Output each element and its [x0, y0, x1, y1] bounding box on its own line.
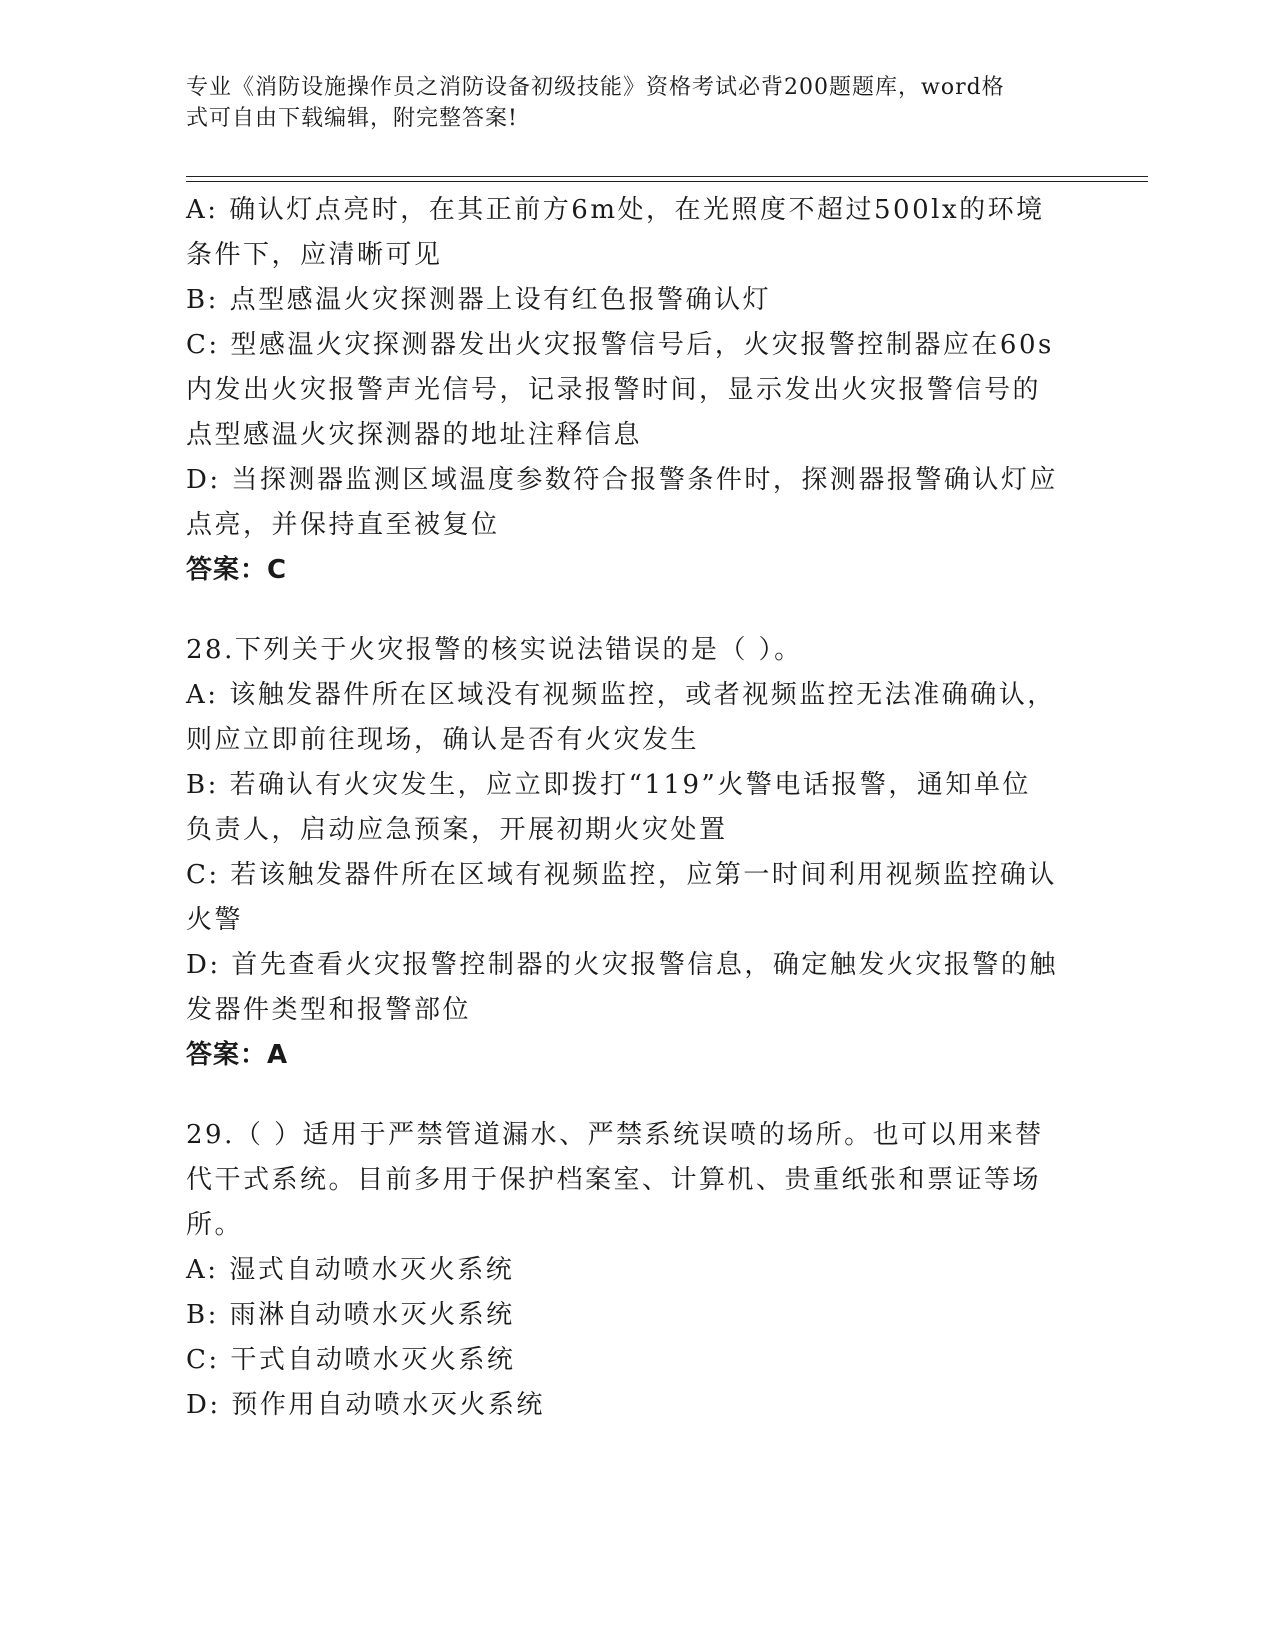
spacer: [186, 593, 1086, 628]
option-line: A: 湿式自动喷水灭火系统: [186, 1255, 515, 1285]
option-line: D: 预作用自动喷水灭火系统: [186, 1390, 545, 1420]
option-line: C: 型感温火灾探测器发出火灾报警信号后，火灾报警控制器应在60s: [186, 330, 1054, 360]
question-stem: 所。: [186, 1210, 244, 1240]
option-line: D: 首先查看火灾报警控制器的火灾报警信息，确定触发火灾报警的触: [186, 950, 1058, 980]
option-line: 内发出火灾报警声光信号，记录报警时间，显示发出火灾报警信号的: [186, 375, 1042, 405]
answer-text: 答案：A: [186, 1040, 289, 1070]
document-header: [186, 72, 1066, 134]
option-line: 发器件类型和报警部位: [186, 995, 472, 1025]
option-line: C: 干式自动喷水灭火系统: [186, 1345, 516, 1375]
option-line: C: 若该触发器件所在区域有视频监控，应第一时间利用视频监控确认: [186, 860, 1057, 890]
option-line: 火警: [186, 905, 244, 935]
option-line: B: 若确认有火灾发生，应立即拨打“119”火警电话报警，通知单位: [186, 770, 1031, 800]
question-stem: 28.下列关于火灾报警的核实说法错误的是（ ）。: [186, 635, 803, 665]
header-line: 专业《消防设施操作员之消防设备初级技能》资格考试必背200题题库，word格: [186, 75, 1005, 100]
option-line: A: 该触发器件所在区域没有视频监控，或者视频监控无法准确确认，: [186, 680, 1056, 710]
question-stem: 代干式系统。目前多用于保护档案室、计算机、贵重纸张和票证等场: [186, 1165, 1042, 1195]
question-28: [186, 628, 1086, 1078]
option-line: 点型感温火灾探测器的地址注释信息: [186, 420, 643, 450]
question-29: [186, 1113, 1086, 1428]
header-divider-top: [186, 176, 1148, 177]
header-divider-bottom: [186, 181, 1148, 182]
document-body: [186, 188, 1086, 1428]
option-line: 点亮，并保持直至被复位: [186, 510, 500, 540]
spacer: [186, 1078, 1086, 1113]
option-line: D: 当探测器监测区域温度参数符合报警条件时，探测器报警确认灯应: [186, 465, 1058, 495]
answer-text: 答案：C: [186, 555, 288, 585]
header-line: 式可自由下载编辑，附完整答案!: [186, 106, 518, 131]
question-27-options: [186, 188, 1086, 593]
option-line: 条件下，应清晰可见: [186, 240, 443, 270]
option-line: 负责人，启动应急预案，开展初期火灾处置: [186, 815, 728, 845]
question-stem: 29.（ ）适用于严禁管道漏水、严禁系统误喷的场所。也可以用来替: [186, 1120, 1044, 1150]
option-line: B: 雨淋自动喷水灭火系统: [186, 1300, 515, 1330]
option-line: A: 确认灯点亮时，在其正前方6m处，在光照度不超过500lx的环境: [186, 195, 1045, 225]
option-line: B: 点型感温火灾探测器上设有红色报警确认灯: [186, 285, 772, 315]
option-line: 则应立即前往现场，确认是否有火灾发生: [186, 725, 700, 755]
